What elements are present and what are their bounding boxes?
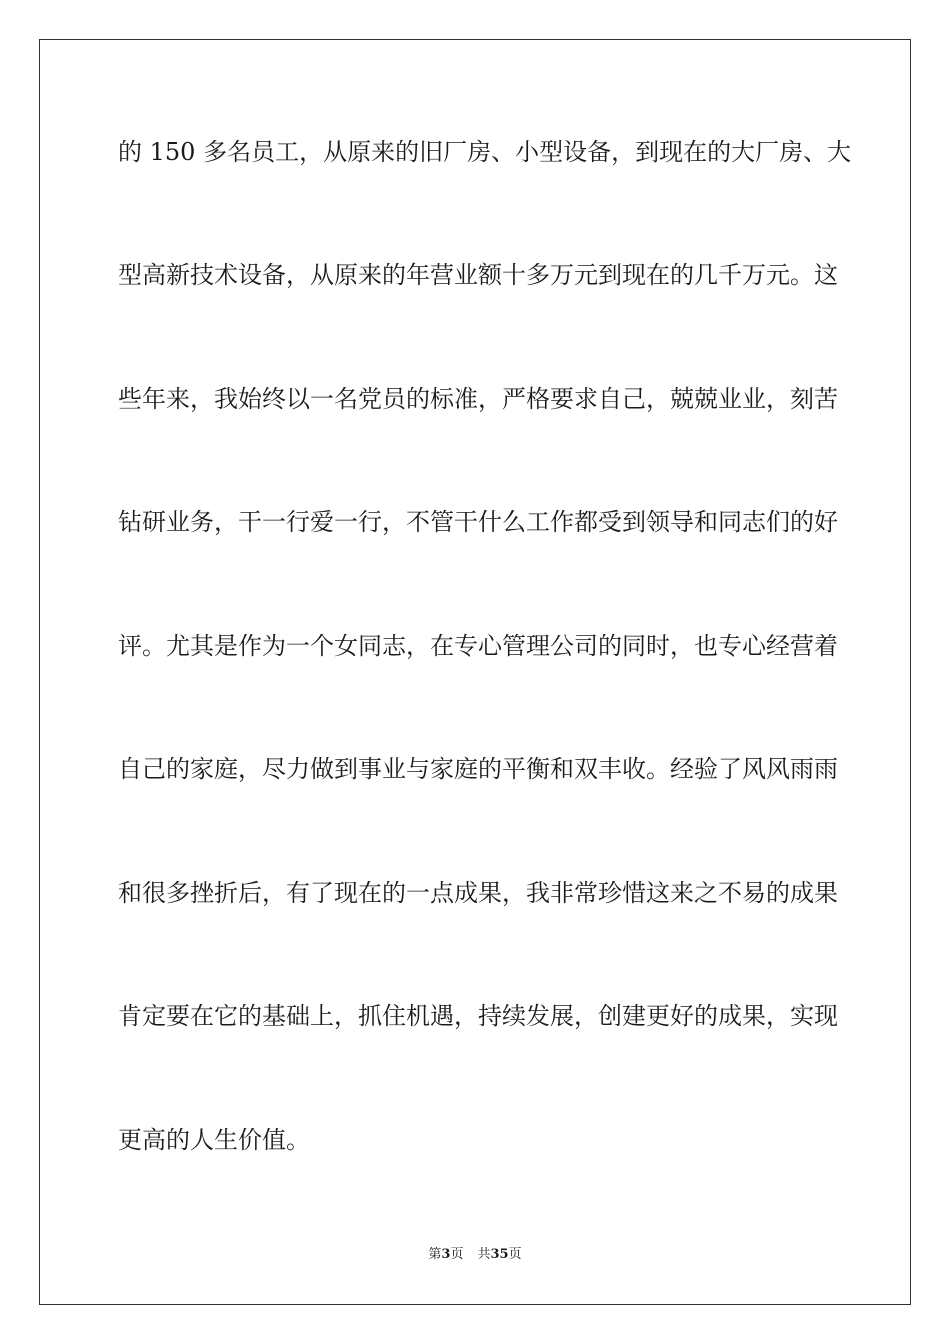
page-border xyxy=(39,39,911,1305)
body-text-line-6: 自己的家庭，尽力做到事业与家庭的平衡和双丰收。经验了风风雨雨 xyxy=(118,755,838,783)
body-text-line-2: 型高新技术设备，从原来的年营业额十多万元到现在的几千万元。这 xyxy=(118,261,838,289)
page-footer xyxy=(0,1246,950,1264)
total-page-count: 35 xyxy=(490,1247,509,1262)
body-text-line-9: 更高的人生价值。 xyxy=(118,1126,310,1154)
body-text-line-5: 评。尤其是作为一个女同志，在专心管理公司的同时，也专心经营着 xyxy=(118,632,838,660)
body-text-line-1: 的 150 多名员工，从原来的旧厂房、小型设备，到现在的大厂房、大 xyxy=(118,138,852,166)
body-text-line-3: 些年来，我始终以一名党员的标准，严格要求自己，兢兢业业，刻苦 xyxy=(118,385,838,413)
body-text-line-8: 肯定要在它的基础上，抓住机遇，持续发展，创建更好的成果，实现 xyxy=(118,1002,838,1030)
body-text-line-7: 和很多挫折后，有了现在的一点成果，我非常珍惜这来之不易的成果 xyxy=(118,879,838,907)
page-number-label: 第3页 xyxy=(428,1247,464,1262)
total-pages-label: 共35页 xyxy=(477,1247,522,1262)
body-text-line-4: 钻研业务，干一行爱一行，不管干什么工作都受到领导和同志们的好 xyxy=(118,508,838,536)
current-page-number: 3 xyxy=(441,1247,451,1262)
